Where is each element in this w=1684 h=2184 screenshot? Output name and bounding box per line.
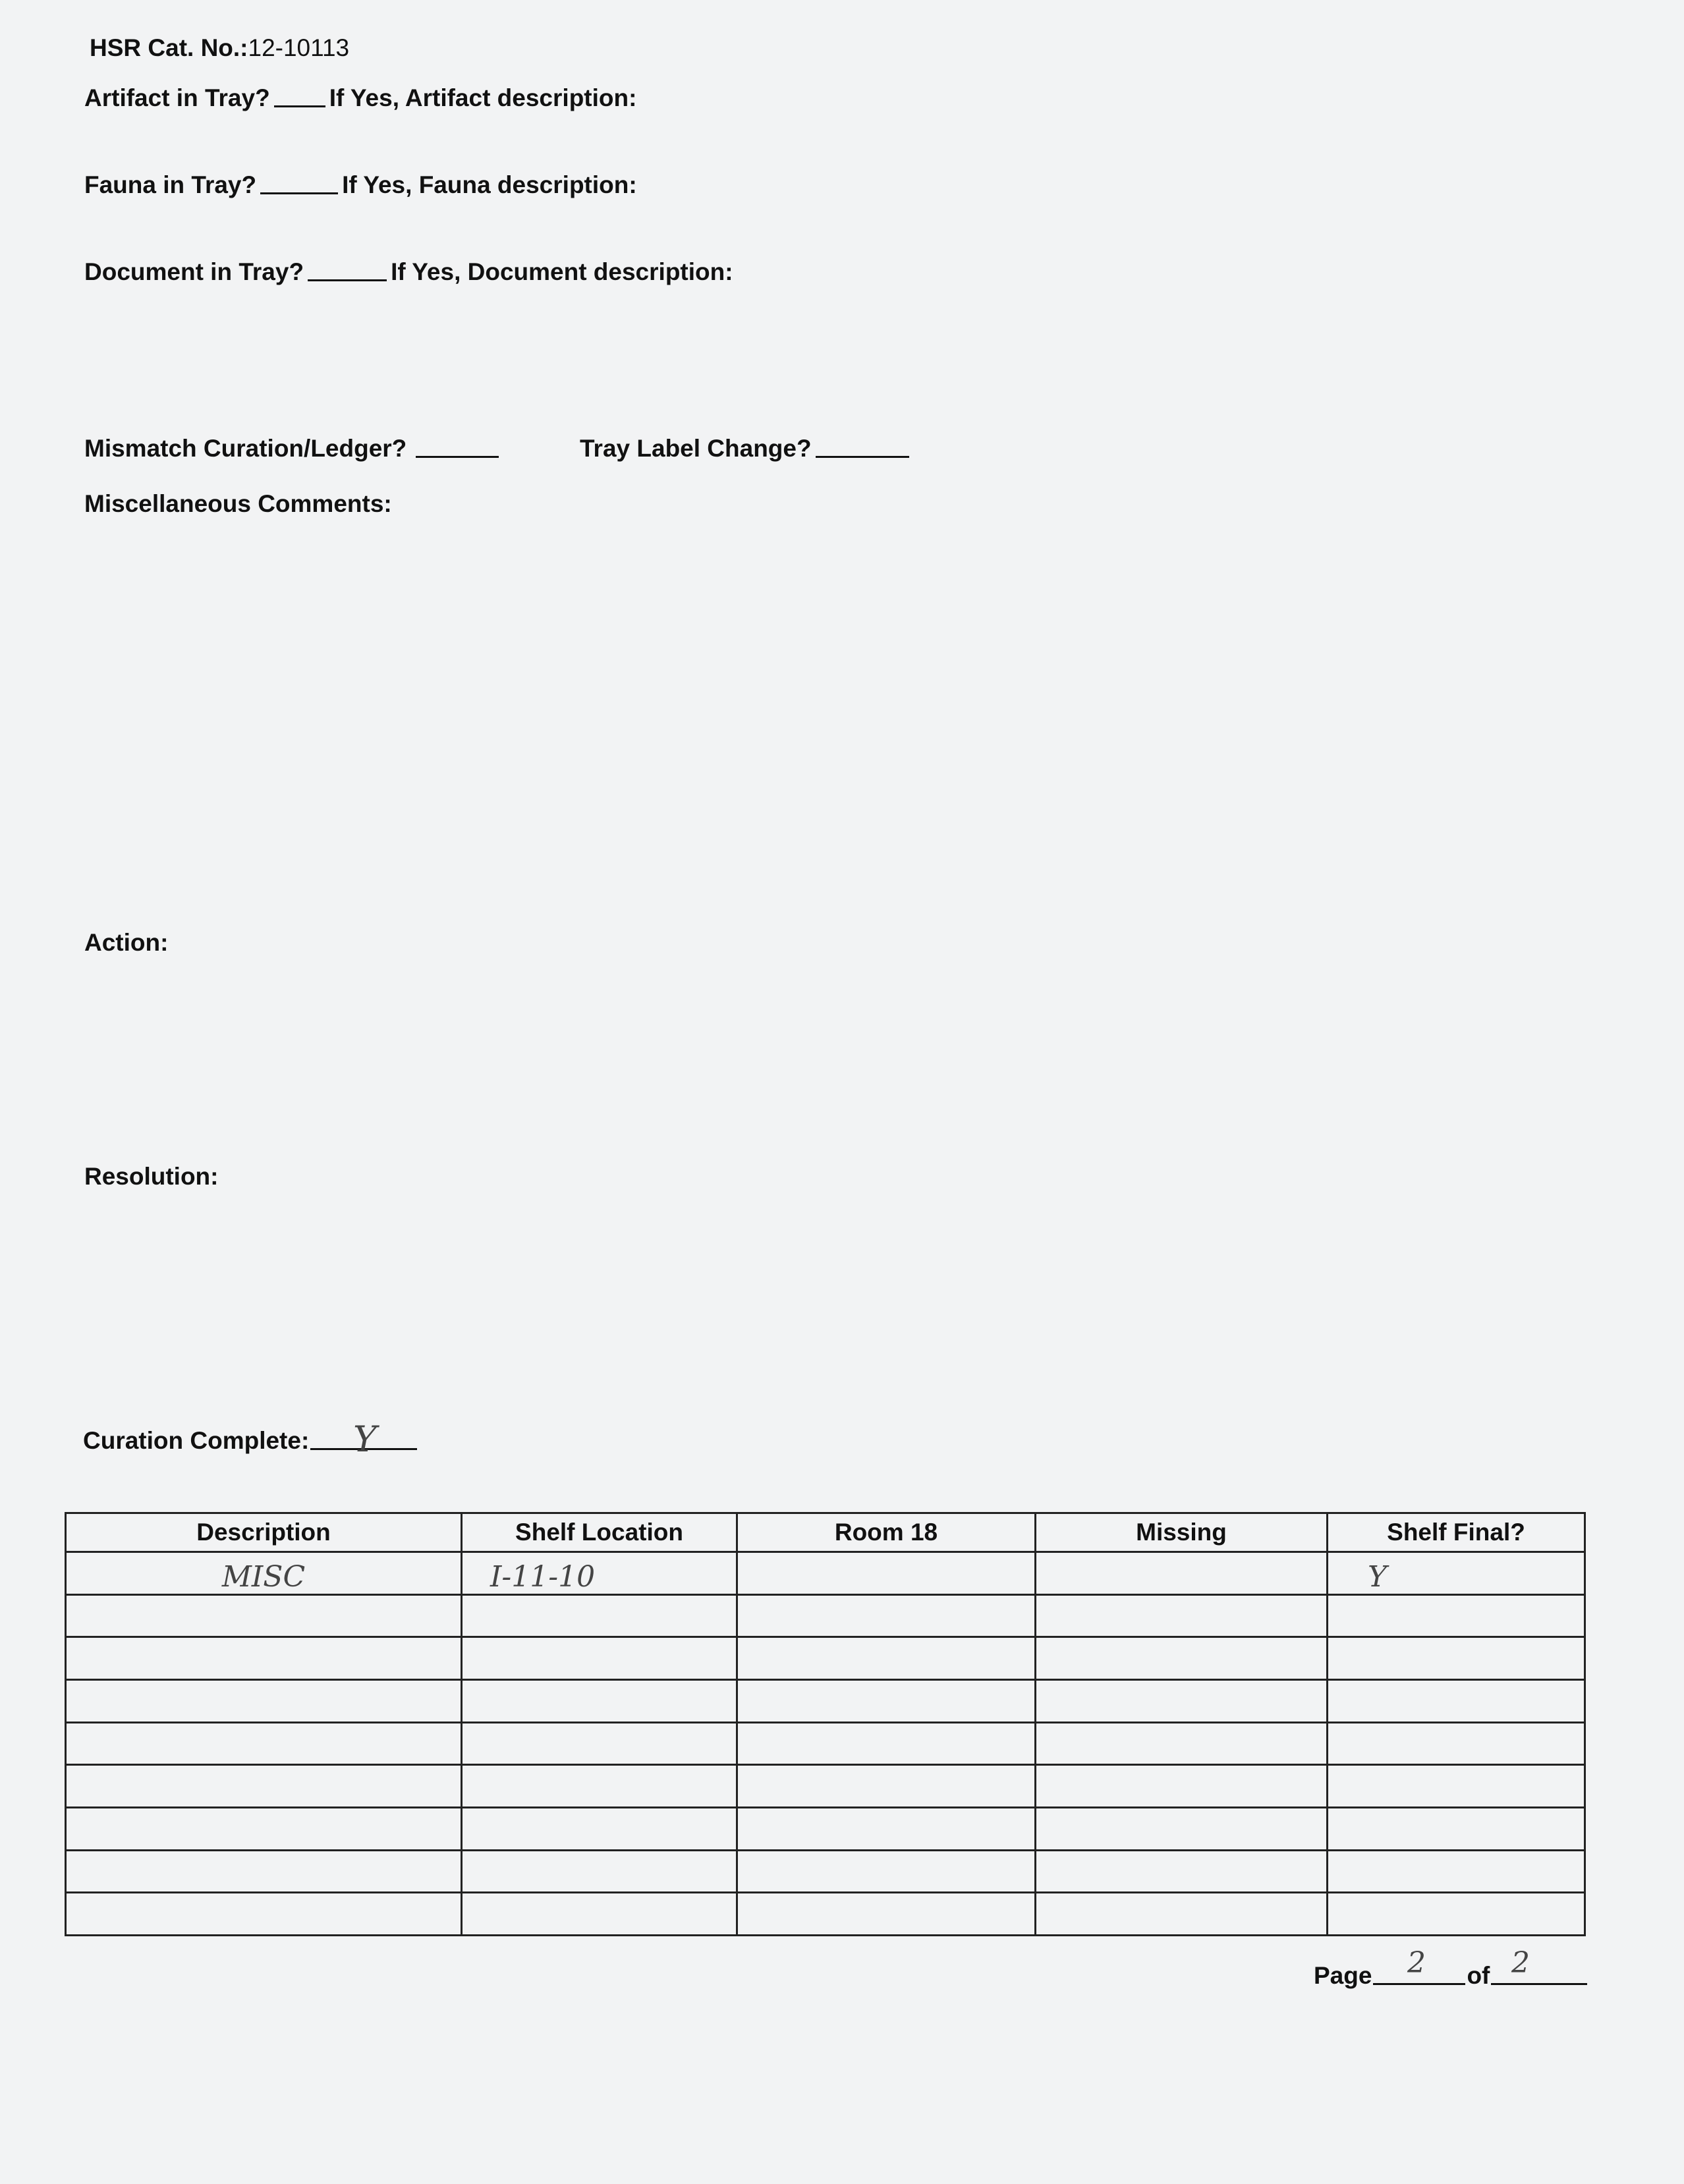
table-cell[interactable] [737, 1637, 1036, 1680]
table-cell[interactable] [66, 1552, 462, 1595]
cat-no-value: 12-10113 [248, 34, 350, 61]
table-row [66, 1594, 1585, 1637]
table-row [66, 1637, 1585, 1680]
table-cell[interactable] [1328, 1722, 1585, 1765]
table-header-row [66, 1513, 1585, 1552]
page-blank[interactable] [1373, 1983, 1465, 1985]
table-cell[interactable] [1036, 1893, 1328, 1936]
table-cell[interactable] [737, 1893, 1036, 1936]
curation-complete-value: Y [353, 1418, 377, 1460]
table-cell[interactable] [66, 1637, 462, 1680]
table-cell[interactable] [1036, 1765, 1328, 1808]
page-label: Page [1314, 1962, 1372, 1989]
fauna-blank[interactable] [260, 192, 338, 194]
handwritten-description: MISC [221, 1559, 306, 1594]
col-shelf-location-header: Shelf Location [462, 1513, 737, 1552]
table-cell[interactable] [66, 1594, 462, 1637]
table-row [66, 1552, 1585, 1595]
table-cell[interactable] [737, 1722, 1036, 1765]
resolution-label: Resolution: [84, 1163, 219, 1190]
table-cell[interactable] [66, 1850, 462, 1893]
table-row [66, 1850, 1585, 1893]
table-cell[interactable] [462, 1850, 737, 1893]
table-row [66, 1765, 1585, 1808]
curation-complete-label: Curation Complete: [83, 1427, 310, 1454]
col-missing-header: Missing [1036, 1513, 1328, 1552]
cat-no-line [90, 36, 349, 60]
tray-label-label: Tray Label Change? [580, 435, 812, 462]
of-label: of [1467, 1962, 1490, 1989]
handwritten-shelf-final: Y [1368, 1559, 1388, 1594]
table-cell[interactable] [737, 1594, 1036, 1637]
table-cell[interactable] [1036, 1679, 1328, 1722]
table-cell[interactable] [1328, 1893, 1585, 1936]
table-row [66, 1893, 1585, 1936]
col-room-18-header: Room 18 [737, 1513, 1036, 1552]
col-description-header: Description [66, 1513, 462, 1552]
document-blank[interactable] [308, 279, 387, 281]
artifact-blank[interactable] [274, 105, 325, 107]
table-cell[interactable] [1036, 1722, 1328, 1765]
table-cell[interactable] [462, 1552, 737, 1595]
table-cell[interactable] [737, 1807, 1036, 1850]
document-line [84, 260, 733, 284]
mismatch-label: Mismatch Curation/Ledger? [84, 435, 407, 462]
mismatch-blank[interactable] [416, 456, 499, 458]
table-cell[interactable] [1036, 1807, 1328, 1850]
document-label: Document in Tray? [84, 258, 304, 285]
table-cell[interactable] [66, 1765, 462, 1808]
table-cell[interactable] [462, 1765, 737, 1808]
misc-comments-label: Miscellaneous Comments: [84, 490, 392, 517]
table-cell[interactable] [1036, 1594, 1328, 1637]
fauna-line [84, 173, 637, 197]
tray-label-blank[interactable] [816, 456, 909, 458]
table-row [66, 1679, 1585, 1722]
tray-label-line [580, 436, 913, 461]
of-blank[interactable] [1491, 1983, 1587, 1985]
table-cell[interactable] [66, 1722, 462, 1765]
col-shelf-final-header: Shelf Final? [1328, 1513, 1585, 1552]
table-cell[interactable] [1036, 1850, 1328, 1893]
table-cell[interactable] [1328, 1679, 1585, 1722]
artifact-label: Artifact in Tray? [84, 84, 270, 111]
table-cell[interactable] [1328, 1807, 1585, 1850]
artifact-line [84, 86, 636, 110]
shelf-table [65, 1512, 1586, 1936]
table-cell[interactable] [462, 1893, 737, 1936]
document-desc-label: If Yes, Document description: [391, 258, 733, 285]
table-cell[interactable] [462, 1594, 737, 1637]
handwritten-shelf-location: I-11-10 [490, 1559, 596, 1594]
page-number-line [1314, 1963, 1588, 1988]
table-cell[interactable] [1328, 1552, 1585, 1595]
table-cell[interactable] [1328, 1594, 1585, 1637]
table-row [66, 1807, 1585, 1850]
table-cell[interactable] [737, 1850, 1036, 1893]
cat-no-label: HSR Cat. No.: [90, 34, 248, 61]
fauna-desc-label: If Yes, Fauna description: [342, 171, 637, 198]
table-row [66, 1722, 1585, 1765]
table-cell[interactable] [462, 1722, 737, 1765]
table-cell[interactable] [66, 1893, 462, 1936]
action-label: Action: [84, 929, 169, 956]
table-cell[interactable] [1328, 1637, 1585, 1680]
table-cell[interactable] [737, 1679, 1036, 1722]
table-cell[interactable] [1036, 1552, 1328, 1595]
table-cell[interactable] [1036, 1637, 1328, 1680]
artifact-desc-label: If Yes, Artifact description: [329, 84, 637, 111]
table-cell[interactable] [66, 1807, 462, 1850]
table-cell[interactable] [66, 1679, 462, 1722]
mismatch-line [84, 436, 503, 461]
table-cell[interactable] [737, 1552, 1036, 1595]
page-total-value: 2 [1511, 1946, 1530, 1980]
table-cell[interactable] [1328, 1765, 1585, 1808]
table-cell[interactable] [462, 1807, 737, 1850]
fauna-label: Fauna in Tray? [84, 171, 257, 198]
table-cell[interactable] [1328, 1850, 1585, 1893]
page-number-value: 2 [1407, 1946, 1426, 1980]
table-cell[interactable] [737, 1765, 1036, 1808]
table-cell[interactable] [462, 1679, 737, 1722]
table-cell[interactable] [462, 1637, 737, 1680]
